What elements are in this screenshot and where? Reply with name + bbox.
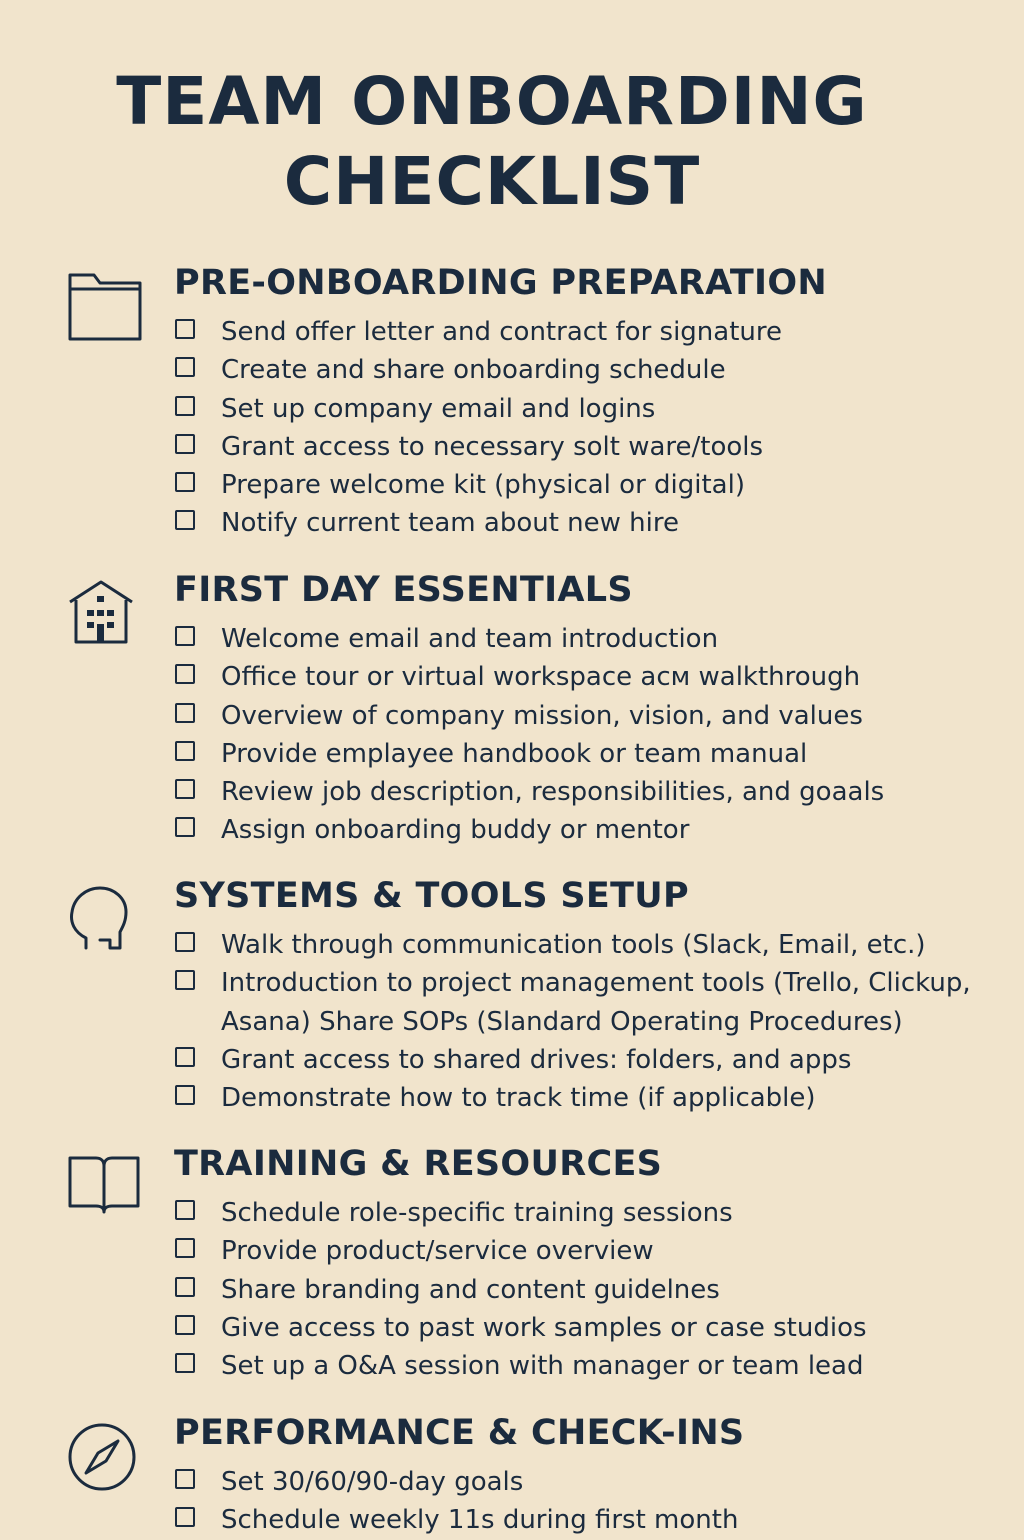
checkbox[interactable] xyxy=(175,1507,195,1527)
checkbox[interactable] xyxy=(175,1085,195,1105)
checklist-item-label: Walk through communication tools (Slack, Email, etc.) xyxy=(221,930,926,960)
checkbox[interactable] xyxy=(175,779,195,799)
checklist-item-label: Set up a O&A session with manager or team lead xyxy=(221,1351,864,1382)
checklist-item-label: Create and share onboarding schedule xyxy=(221,355,726,386)
checklist-item-label: Notify current team about new hire xyxy=(221,508,679,539)
checkbox[interactable] xyxy=(175,510,195,530)
page-title-line-2: CHECKLIST xyxy=(283,143,701,220)
checklist-item-label: Prepare welcome kit (physical or digital) xyxy=(221,470,745,501)
checklist-item-label: Give access to past work samples or case studios xyxy=(221,1312,867,1343)
checklist-item-label: Introduction to project management tools (Trello, Clickup, Asana) Share SOPs (Slandard Operating Procedures) xyxy=(221,968,971,1037)
checkbox[interactable] xyxy=(175,396,195,416)
checkbox[interactable] xyxy=(175,741,195,761)
checkbox[interactable] xyxy=(175,1277,195,1297)
folder-icon xyxy=(66,269,144,347)
checklist-item-label: Demonstrate how to track time (if applicable) xyxy=(221,1083,816,1114)
checkbox[interactable] xyxy=(175,817,195,837)
checkbox[interactable] xyxy=(175,1469,195,1489)
checklist-item-label: Overview of company mission, vision, and values xyxy=(221,700,863,731)
checkbox[interactable] xyxy=(175,703,195,723)
checkbox[interactable] xyxy=(175,1315,195,1335)
checklist-item-label: Review job description, responsibilities, and goaals xyxy=(221,777,885,808)
checklist-item-label: Schedule weekly 11s during first month xyxy=(221,1505,739,1536)
open-book-icon xyxy=(66,1148,144,1226)
checkbox[interactable] xyxy=(175,434,195,454)
checkbox[interactable] xyxy=(175,664,195,684)
section-title: FIRST DAY ESSENTIALS xyxy=(174,570,633,610)
checklist-item-label: Send offer letter and contract for signature xyxy=(221,317,782,347)
checklist-item-label: Set up company email and logins xyxy=(221,393,656,424)
checklist-item-label: Provide emplayee handbook or team manual xyxy=(221,738,808,769)
checkbox[interactable] xyxy=(175,1200,195,1220)
checkbox[interactable] xyxy=(175,472,195,492)
checkbox[interactable] xyxy=(175,970,195,990)
checklist-item-label: Schedule role-specific training sessions xyxy=(221,1198,733,1228)
checklist-item-label: Grant access to shared drives: folders, and apps xyxy=(221,1044,852,1075)
checkbox[interactable] xyxy=(175,1238,195,1258)
checkbox[interactable] xyxy=(175,357,195,377)
checkbox[interactable] xyxy=(175,1047,195,1067)
checklist-item-label: Assign onboarding buddy or mentor xyxy=(221,815,690,846)
checklist-item-label: Welcome email and team introduction xyxy=(221,624,719,654)
building-icon xyxy=(66,574,144,652)
checklist-item-label: Share branding and content guidelnes xyxy=(221,1274,720,1305)
section-title: TRAINING & RESOURCES xyxy=(174,1144,663,1184)
checklist-item-label: Grant access to necessary solt ware/tools xyxy=(221,431,764,462)
section-title: SYSTEMS & TOOLS SETUP xyxy=(174,876,689,916)
checkbox[interactable] xyxy=(175,1353,195,1373)
checklist-item-label: Office tour or virtual workspace acм walkthrough xyxy=(221,662,861,693)
checklist-item-label: Set 30/60/90-day goals xyxy=(221,1467,524,1497)
section-title: PERFORMANCE & CHECK-INS xyxy=(174,1413,745,1453)
checkbox[interactable] xyxy=(175,319,195,339)
page-title xyxy=(0,62,984,222)
page-title-line-1: TEAM ONBOARDING xyxy=(116,63,868,140)
compass-icon xyxy=(66,1417,144,1495)
checkbox[interactable] xyxy=(175,932,195,952)
section-title: PRE-ONBOARDING PREPARATION xyxy=(174,263,827,303)
checkbox[interactable] xyxy=(175,626,195,646)
checklist-item-label: Provide product/service overview xyxy=(221,1236,654,1267)
head-profile-icon xyxy=(66,880,144,958)
